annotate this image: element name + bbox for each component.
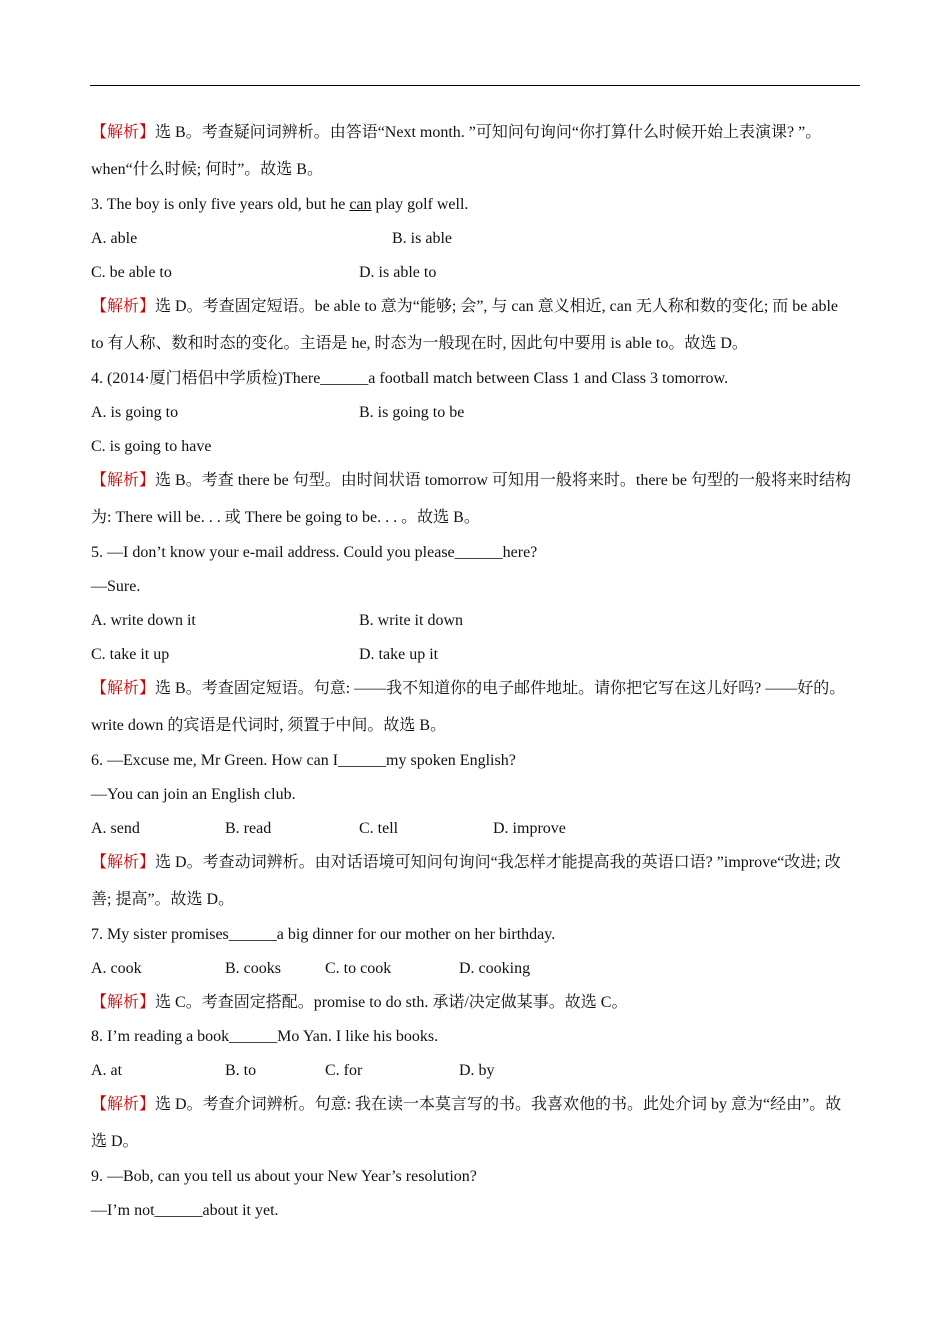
analysis-text: 选 D。考查介词辨析。句意: 我在读一本莫言写的书。我喜欢他的书。此处介词 by 意为“经由”。故 [155,1096,842,1113]
line-text [91,1167,861,1187]
line-text [91,1027,861,1047]
question-text: 7. My sister promises______a big dinner for our mother on her birthday. [91,926,556,943]
line-q [91,195,861,215]
analysis-tag: 【解析】 [91,994,156,1011]
line-cont [91,334,861,354]
line-cont [91,160,861,180]
analysis-tag: 【解析】 [91,854,156,871]
line-text [91,437,861,457]
answer-option: B. is going to be [359,404,465,421]
line-opts4b [91,959,861,979]
analysis-text: 选 D。 [91,1133,139,1150]
line-opts4b [91,1061,861,1081]
analysis-tag: 【解析】 [91,1096,156,1113]
answer-option: A. able [91,230,138,247]
analysis-text: 选 D。考查动词辨析。由对话语境可知问句询问“我怎样才能提高我的英语口语? ”improve“改进; 改 [155,854,841,871]
answer-option: D. is able to [359,264,437,281]
line-cont [91,508,861,528]
line-text [91,785,861,805]
line-opts4 [91,819,861,839]
line-opts [91,645,861,665]
question-text: —I’m not______about it yet. [91,1202,279,1219]
answer-option: B. to [225,1062,257,1079]
answer-option: A. send [91,820,140,837]
question-text: 9. —Bob, can you tell us about your New Year’s resolution? [91,1168,477,1185]
analysis-text: 选 B。考查 there be 句型。由时间状语 tomorrow 可知用一般将来时。there be 句型的一般将来时结构 [155,472,851,489]
answer-option: B. is able [392,230,452,247]
question-text: play golf well. [371,196,469,213]
line-analysis [91,123,861,143]
line-analysis [91,993,861,1013]
answer-option: D. by [459,1062,495,1079]
answer-option: A. write down it [91,612,196,629]
line-text [91,1201,861,1221]
answer-option: A. is going to [91,404,179,421]
line-opts [91,229,861,249]
line-opts [91,263,861,283]
question-text: C. is going to have [91,438,212,455]
line-analysis [91,297,861,317]
answer-option: D. improve [493,820,566,837]
line-text [91,925,861,945]
line-analysis [91,679,861,699]
answer-option: C. be able to [91,264,172,281]
line-analysis [91,1095,861,1115]
question-text: 5. —I don’t know your e-mail address. Could you please______here? [91,544,538,561]
line-analysis [91,471,861,491]
analysis-tag: 【解析】 [91,472,156,489]
analysis-text: when“什么时候; 何时”。故选 B。 [91,161,323,178]
question-text: —Sure. [91,578,141,595]
answer-option: C. take it up [91,646,170,663]
analysis-text: write down 的宾语是代词时, 须置于中间。故选 B。 [91,717,447,734]
question-text: 6. —Excuse me, Mr Green. How can I______my spoken English? [91,752,516,769]
line-cont [91,716,861,736]
question-text: 3. The boy is only five years old, but he [91,196,350,213]
analysis-tag: 【解析】 [91,298,156,315]
analysis-tag: 【解析】 [91,680,156,697]
analysis-text: 选 D。考查固定短语。be able to 意为“能够; 会”, 与 can 意义相近, can 无人称和数的变化; 而 be able [155,298,839,315]
line-text [91,543,861,563]
answer-option: B. read [225,820,272,837]
header-rule [90,85,860,86]
line-opts [91,403,861,423]
line-opts [91,611,861,631]
analysis-text: 选 B。考查固定短语。句意: ——我不知道你的电子邮件地址。请你把它写在这儿好吗? ——好的。 [155,680,846,697]
answer-option: B. write it down [359,612,463,629]
analysis-text: 选 B。考查疑问词辨析。由答语“Next month. ”可知问句询问“你打算什么时候开始上表演课? ”。 [155,124,822,141]
question-text: 4. (2014·厦门梧侣中学质检)There______a football match between Class 1 and Class 3 tomorrow. [91,370,729,387]
answer-option: C. tell [359,820,399,837]
question-text: —You can join an English club. [91,786,296,803]
line-text [91,369,861,389]
answer-option: D. cooking [459,960,531,977]
answer-option: A. cook [91,960,142,977]
question-text: 8. I’m reading a book______Mo Yan. I like his books. [91,1028,439,1045]
line-text [91,577,861,597]
answer-option: C. to cook [325,960,392,977]
answer-option: B. cooks [225,960,281,977]
analysis-text: to 有人称、数和时态的变化。主语是 he, 时态为一般现在时, 因此句中要用 is able to。故选 D。 [91,335,748,352]
line-analysis [91,853,861,873]
analysis-text: 善; 提高”。故选 D。 [91,891,235,908]
analysis-tag: 【解析】 [91,124,156,141]
answer-option: A. at [91,1062,123,1079]
line-cont [91,1132,861,1152]
answer-option: D. take up it [359,646,439,663]
analysis-text: 选 C。考查固定搭配。promise to do sth. 承诺/决定做某事。故选 C。 [155,994,628,1011]
underlined-word: can [349,196,372,213]
line-cont [91,890,861,910]
line-text [91,751,861,771]
analysis-text: 为: There will be. . . 或 There be going to be. . . 。故选 B。 [91,509,480,526]
answer-option: C. for [325,1062,363,1079]
